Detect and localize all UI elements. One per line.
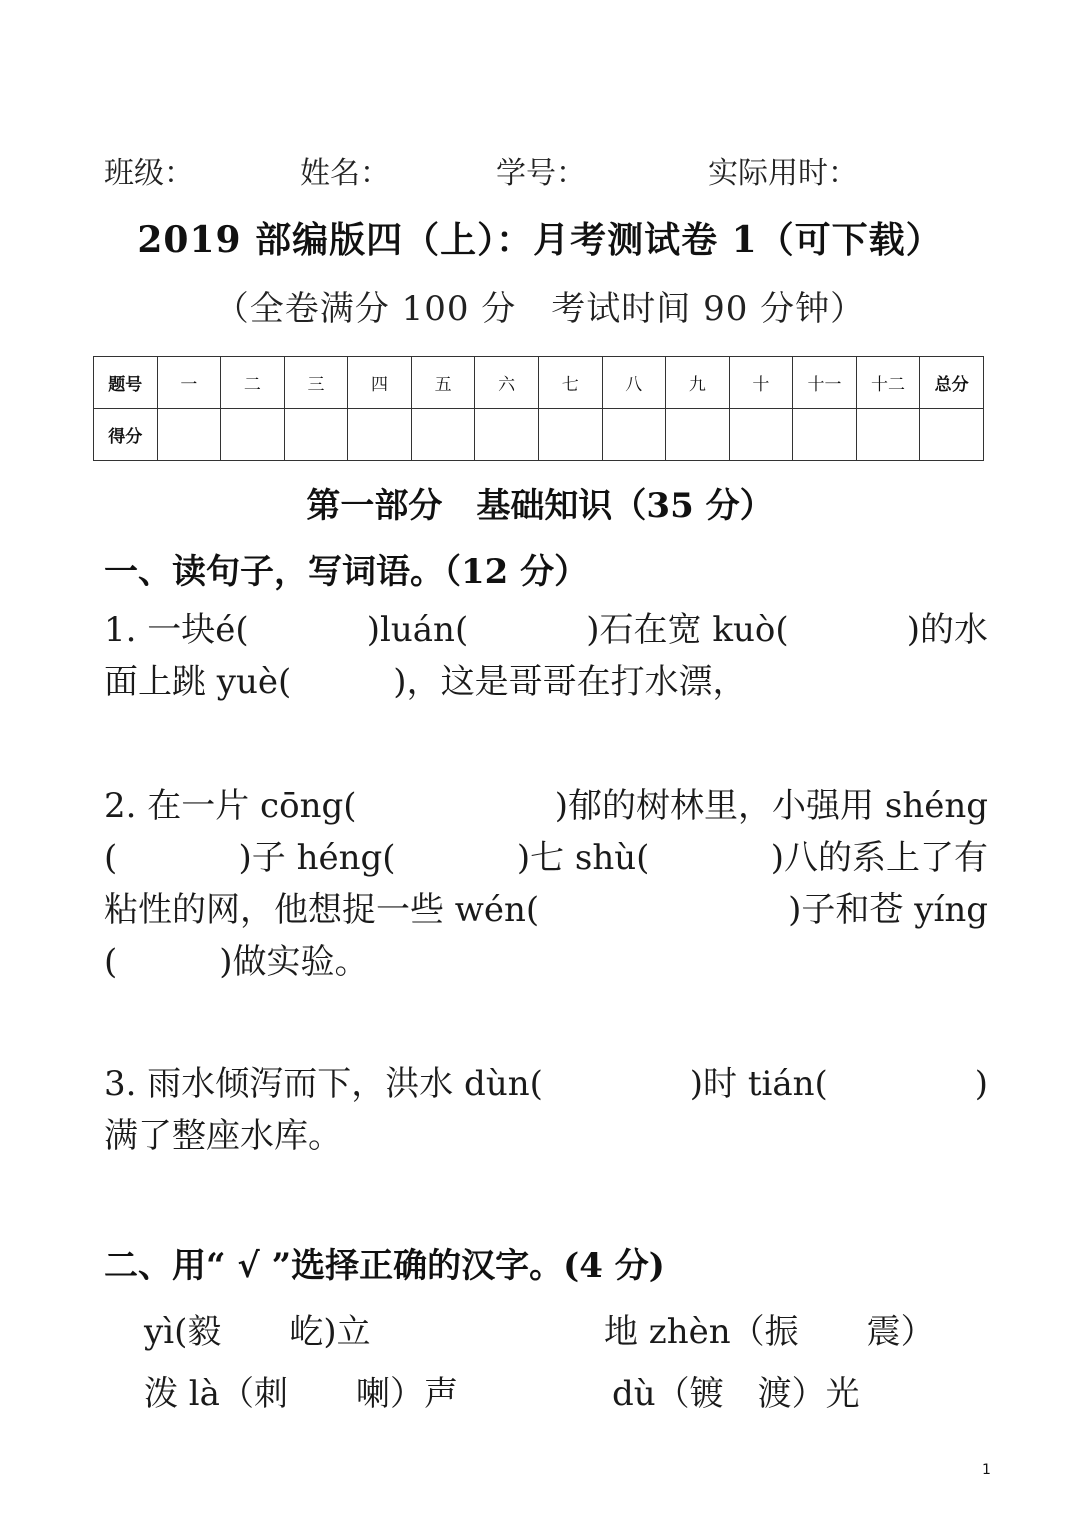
score-col-header: 一 (157, 357, 221, 409)
score-cell (157, 409, 221, 461)
question-2-line-4: ( )做实验。 (104, 942, 369, 982)
score-col-header: 二 (221, 357, 285, 409)
score-col-header: 九 (666, 357, 730, 409)
score-col-header: 三 (284, 357, 348, 409)
score-col-header: 六 (475, 357, 539, 409)
score-col-header-total: 总分 (920, 357, 984, 409)
score-col-header: 四 (348, 357, 412, 409)
score-col-header: 十一 (793, 357, 857, 409)
question-2-line-3 (104, 884, 988, 936)
score-cell (221, 409, 285, 461)
question-1-line-1 (104, 604, 988, 656)
score-cell (475, 409, 539, 461)
question-1 (104, 604, 988, 708)
question-2-line-2 (104, 832, 988, 884)
section-one-heading: 一、读句子，写词语。（12 分） (104, 552, 589, 592)
score-cell (856, 409, 920, 461)
exam-subtitle: （全卷满分 100 分 考试时间 90 分钟） (214, 289, 866, 329)
q1-segment: )石在宽 kuò( (586, 610, 789, 650)
score-col-header: 七 (538, 357, 602, 409)
q2-segment: )七 shù( (516, 838, 650, 878)
score-table (93, 356, 984, 461)
question-3 (104, 1058, 988, 1162)
q2-segment: ( (104, 838, 118, 878)
choice-item: dù（镀 渡）光 (612, 1374, 860, 1414)
score-col-header: 八 (602, 357, 666, 409)
question-2-line-1 (104, 780, 988, 832)
score-cell (284, 409, 348, 461)
score-cell (538, 409, 602, 461)
score-col-header: 十 (729, 357, 793, 409)
q2-segment: )郁的树林里，小强用 shéng (554, 786, 988, 826)
score-table-header-row (94, 357, 984, 409)
score-col-header: 五 (411, 357, 475, 409)
name-label: 姓名： (300, 156, 390, 191)
part-one-title: 第一部分 基础知识（35 分） (306, 486, 774, 526)
score-cell (666, 409, 730, 461)
choice-item: 地 zhèn（振 震） (604, 1312, 935, 1352)
score-label: 得分 (94, 409, 158, 461)
q2-segment: )子 héng( (238, 838, 396, 878)
question-3-line-1 (104, 1058, 988, 1110)
score-cell (729, 409, 793, 461)
choice-item: yì(毅 屹)立 (144, 1312, 371, 1352)
q1-segment: )的水 (906, 610, 988, 650)
choice-item: 泼 là（刺 喇）声 (144, 1374, 458, 1414)
section-two-heading: 二、用“ √ ”选择正确的汉字。(4 分) (104, 1246, 665, 1286)
student-id-label: 学号： (496, 156, 586, 191)
class-label: 班级： (104, 156, 194, 191)
score-cell-total (920, 409, 984, 461)
score-cell (602, 409, 666, 461)
q2-segment: )子和苍 yíng (788, 890, 988, 930)
q3-segment: )时 tián( (689, 1064, 828, 1104)
score-cell (348, 409, 412, 461)
score-table-score-row (94, 409, 984, 461)
score-cell (411, 409, 475, 461)
question-3-line-2: 满了整座水库。 (104, 1116, 342, 1156)
question-2 (104, 780, 988, 988)
q2-segment: 粘性的网，他想捉一些 wén( (104, 890, 540, 930)
q3-segment: 3. 雨水倾泻而下，洪水 dùn( (104, 1064, 543, 1104)
q2-segment: )八的系上了有 (770, 838, 988, 878)
q3-segment: ) (974, 1064, 988, 1104)
question-number-label: 题号 (94, 357, 158, 409)
q1-segment: 1. 一块é( (104, 610, 249, 650)
question-1-line-2: 面上跳 yuè( )，这是哥哥在打水漂， (104, 662, 747, 702)
time-used-label: 实际用时： (708, 156, 858, 191)
score-cell (793, 409, 857, 461)
score-col-header: 十二 (856, 357, 920, 409)
exam-title: 2019 部编版四（上）：月考测试卷 1（可下载） (137, 219, 943, 261)
q2-segment: 2. 在一片 cōng( (104, 786, 357, 826)
page-number: 1 (982, 1462, 991, 1478)
q1-segment: )luán( (366, 610, 469, 650)
